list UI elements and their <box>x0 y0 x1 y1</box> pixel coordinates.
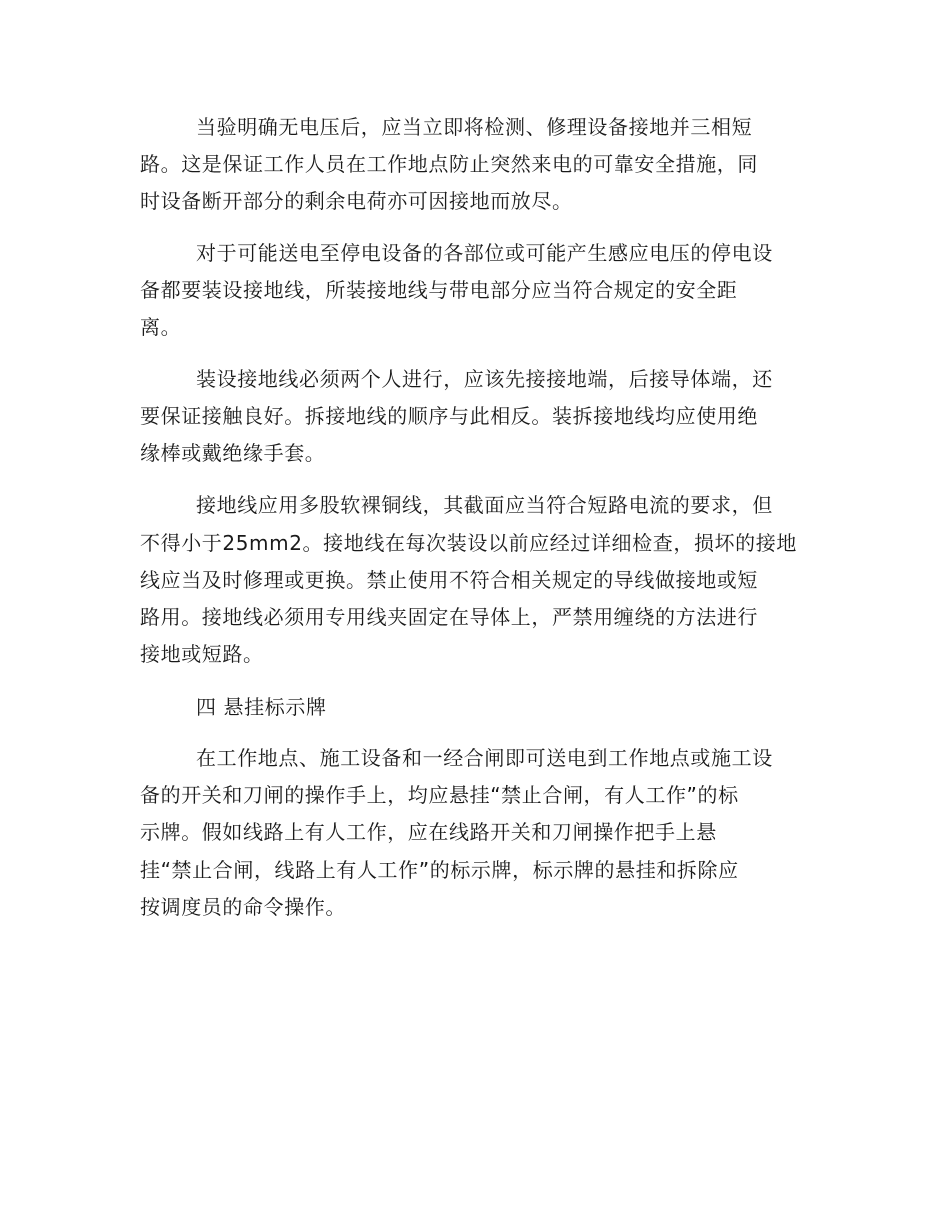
paragraph-2-line-2: 备都要装设接地线，所装接地线与带电部分应当符合规定的安全距 <box>140 278 738 302</box>
paragraph-3-line-1: 装设接地线必须两个人进行，应该先接接地端，后接导体端，还 <box>196 367 773 391</box>
paragraph-3-line-2: 要保证接触良好。拆接地线的顺序与此相反。装拆接地线均应使用绝 <box>140 404 758 428</box>
paragraph-2-line-3: 离。 <box>140 315 182 339</box>
paragraph-5-line-3: 示牌。假如线路上有人工作，应在线路开关和刀闸操作把手上悬 <box>140 820 717 844</box>
paragraph-4-line-1: 接地线应用多股软裸铜线，其截面应当符合短路电流的要求，但 <box>196 493 773 517</box>
paragraph-4-line-3: 线应当及时修理或更换。禁止使用不符合相关规定的导线做接地或短 <box>140 568 758 592</box>
paragraph-3-line-3: 缘棒或戴绝缘手套。 <box>140 441 326 465</box>
paragraph-1-line-2: 路。这是保证工作人员在工作地点防止突然来电的可靠安全措施，同 <box>140 152 758 176</box>
paragraph-5-line-4: 挂“禁止合闸，线路上有人工作”的标示牌，标示牌的悬挂和拆除应 <box>140 858 739 882</box>
paragraph-1-line-1: 当验明确无电压后，应当立即将检测、修理设备接地并三相短 <box>196 115 753 139</box>
section-heading: 四 悬挂标示牌 <box>196 695 327 719</box>
paragraph-4-line-4: 路用。接地线必须用专用线夹固定在导体上，严禁用缠绕的方法进行 <box>140 605 758 629</box>
paragraph-5-line-5: 按调度员的命令操作。 <box>140 895 346 919</box>
paragraph-4-line-5: 接地或短路。 <box>140 642 264 666</box>
paragraph-5-line-2: 备的开关和刀闸的操作手上，均应悬挂“禁止合闸，有人工作”的标 <box>140 783 739 807</box>
paragraph-4-line-2: 不得小于25mm2。接地线在每次装设以前应经过详细检查，损坏的接地 <box>140 531 797 555</box>
paragraph-5-line-1: 在工作地点、施工设备和一经合闸即可送电到工作地点或施工设 <box>196 746 773 770</box>
paragraph-1-line-3: 时设备断开部分的剩余电荷亦可因接地而放尽。 <box>140 189 573 213</box>
paragraph-2-line-1: 对于可能送电至停电设备的各部位或可能产生感应电压的停电设 <box>196 241 773 265</box>
